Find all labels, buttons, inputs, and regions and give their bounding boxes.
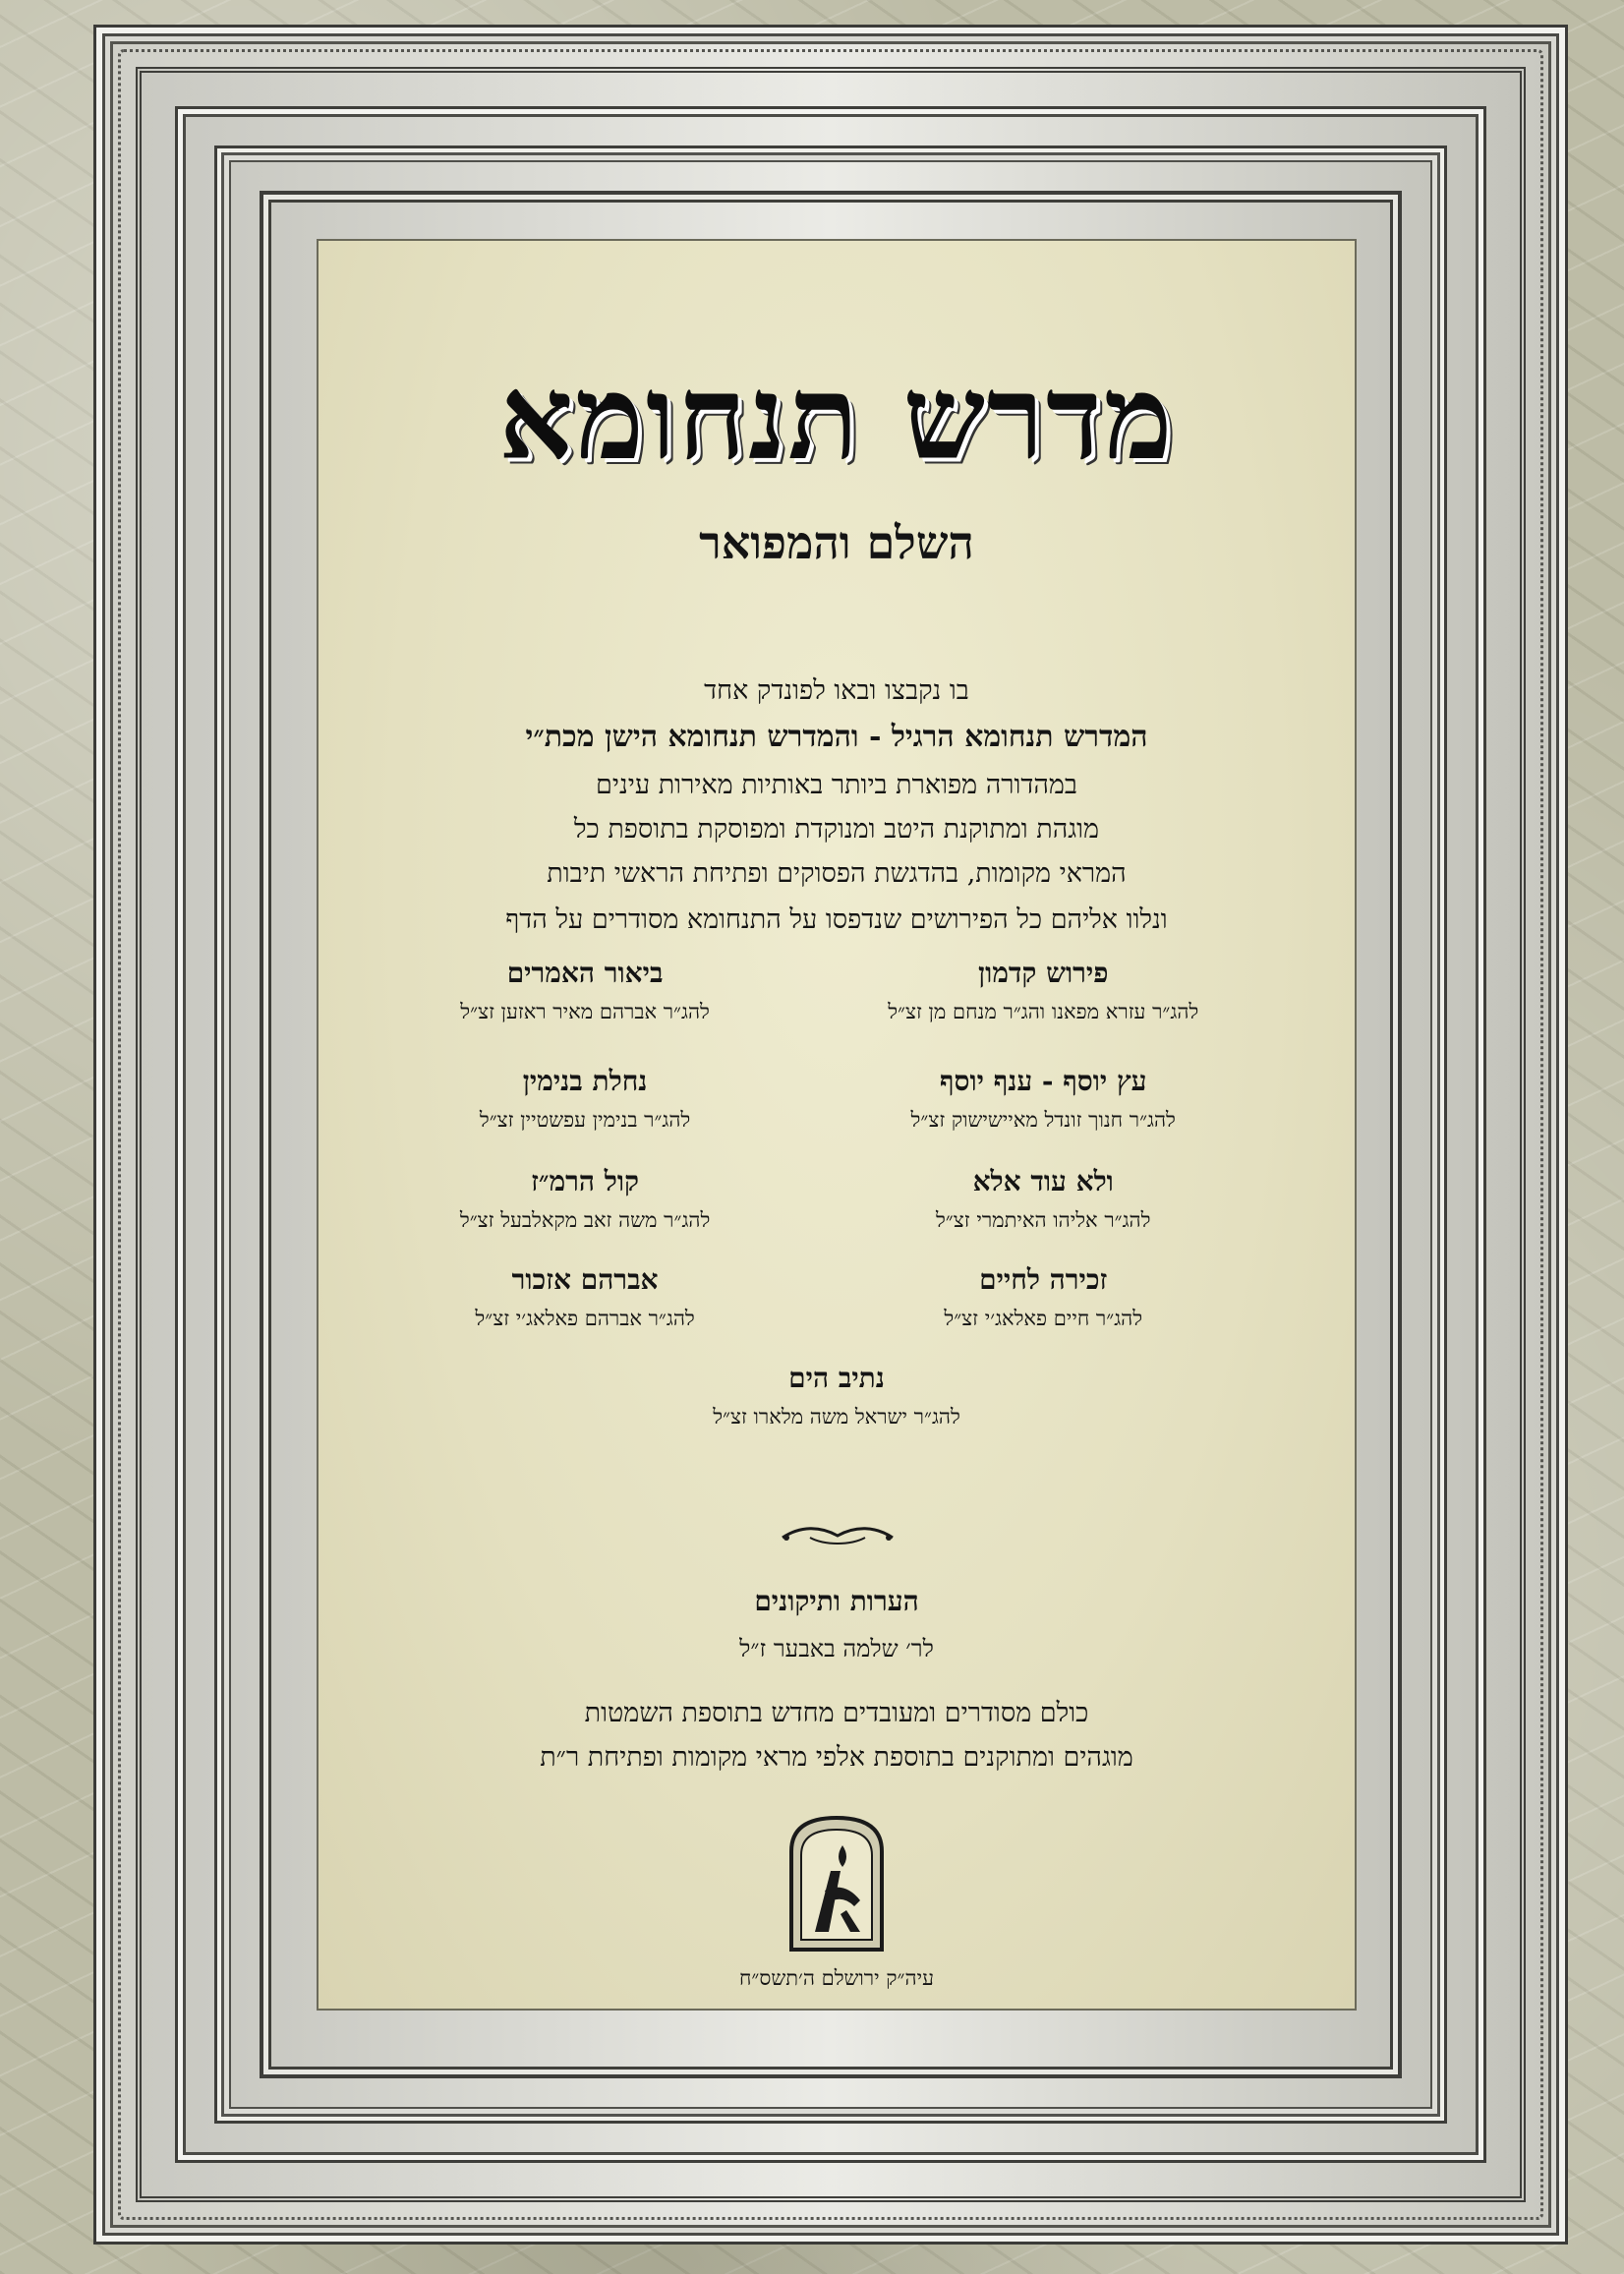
notes-title: הערות ותיקונים [754,1585,919,1617]
commentary-title: קול הרמ״ז [531,1165,640,1197]
publisher-line: עיה״ק ירושלם ה׳תשס״ח [739,1966,934,1990]
commentary-title: פירוש קדמון [978,957,1109,989]
commentary-title: נחלת בנימין [522,1065,648,1097]
commentary-title: ביאור האמרים [506,957,664,989]
book-title: מדרש תנחומא [498,349,1175,486]
intro-line-6: ונלוו אליהם כל הפירושים שנדפסו על התנחומא מסודרים על הדף [505,904,1168,935]
commentary-author: להג״ר משה זאב מקאלבעל זצ״ל [459,1208,711,1232]
intro-line-2: המדרש תנחומא הרגיל - והמדרש תנחומא הישן מכת״י [525,720,1148,754]
closing-line-2: מוגהים ומתוקנים בתוספת אלפי מראי מקומות ופתיחת ר״ת [540,1742,1133,1773]
commentary-row-5 [319,1362,1355,1429]
commentary-row-2 [387,1065,1286,1133]
commentary-title: עץ יוסף - ענף יוסף [940,1065,1147,1097]
intro-line-3: במהדורה מפוארת ביותר באותיות מאירות עינים [596,770,1077,800]
commentary-title: זכירה לחיים [979,1263,1108,1296]
commentary-row-3 [387,1165,1286,1233]
commentary-row-4 [387,1263,1286,1331]
commentary-row-1 [387,957,1286,1024]
commentary-author: להג״ר אברהם מאיר ראזען זצ״ל [460,1000,710,1023]
commentary-title: נתיב הים [788,1362,885,1394]
flourish-divider-icon [781,1524,895,1547]
commentary-author: להג״ר בנימין עפשטיין זצ״ל [479,1108,691,1132]
commentary-author: להג״ר חנוך זונדל מאיישישוק זצ״ל [910,1108,1176,1132]
commentary-author: להג״ר עזרא מפאנו והג״ר מנחם מן זצ״ל [888,1000,1199,1023]
commentary-author: להג״ר ישראל משה מלארו זצ״ל [713,1405,960,1429]
commentary-author: להג״ר אליהו האיתמרי זצ״ל [935,1208,1151,1232]
intro-line-5: המראי מקומות, בהדגשת הפסוקים ופתיחת הראשי תיבות [547,858,1127,889]
intro-line-1: בו נקבצו ובאו לפונדק אחד [704,675,969,706]
publisher-logo-icon [785,1812,888,1959]
commentary-title: ולא עוד אלא [972,1165,1114,1197]
title-page-panel [317,239,1357,2011]
intro-line-4: מוגהת ומתוקנת היטב ומנוקדת ומפוסקת בתוספת כל [573,814,1100,845]
commentary-author: להג״ר אברהם פאלאג׳י זצ״ל [475,1307,695,1330]
commentary-title: אברהם אזכור [511,1263,659,1296]
commentary-author: להג״ר חיים פאלאג׳י זצ״ל [944,1307,1143,1330]
closing-line-1: כולם מסודרים ומעובדים מחדש בתוספת השמטות [584,1698,1089,1728]
book-subtitle: השלם והמפואר [699,516,974,569]
notes-author: לר׳ שלמה באבער ז״ל [739,1635,934,1662]
